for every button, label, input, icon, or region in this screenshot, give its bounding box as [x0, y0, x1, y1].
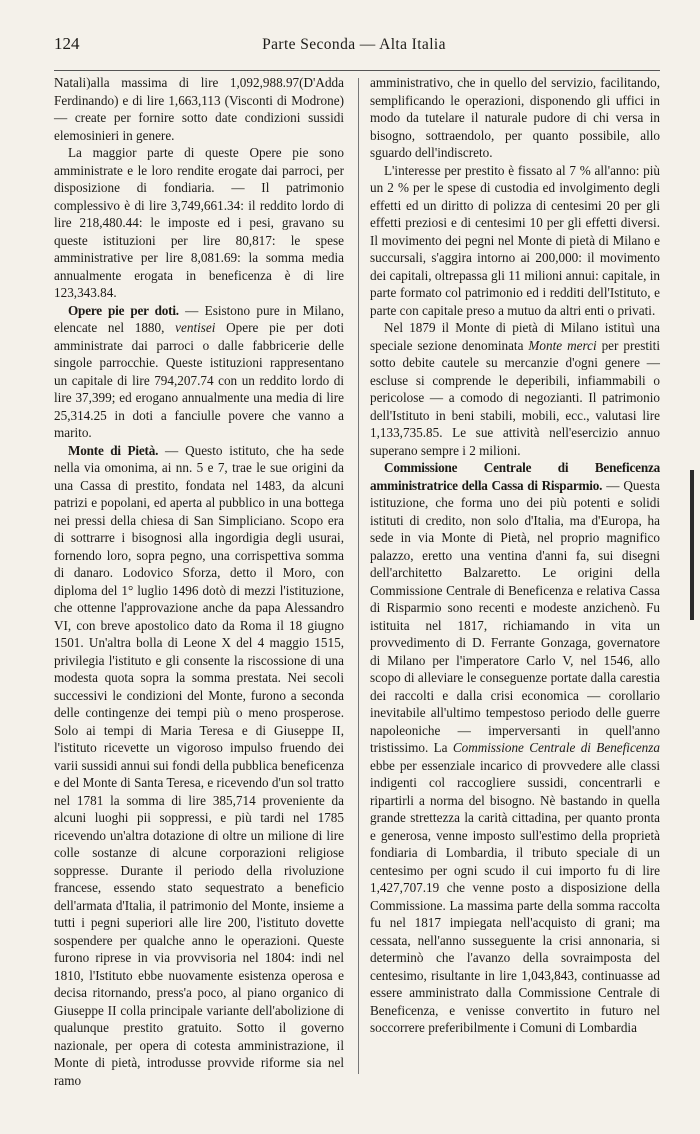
paragraph-text: — Questo istituto, che ha sede nella via omonima, ai nn. 5 e 7, trae le sue origini da una Cassa di prestito, fondata nel 1483, da alcuni patrizi e popolani, ed aperta al pubblico in una bottega nei pressi della chiesa di San Simpliciano. Scopo era di sottrarre i bisognosi alla ingordigia degli usurai, fornendo loro, sopra pegno, una corrispettiva somma di danaro. Lodovico Sforza, detto il Moro, con diploma del 1° luglio 1496 dotò di mezzi l'istituzione, che ottenne l'approvazione anche da papa Alessandro VI, con breve apostolico dato da Roma il 18 giugno 1501. Un'altra bolla di Leone X del 4 maggio 1515, privilegia l'istituto e gli consente la riscossione di una modesta quota sopra la somma prestata. Nei secoli successivi le condizioni del Monte, furono a seconda delle contingenze dei tempi più o meno prosperose. Solo ai tempi di Maria Teresa e di Giuseppe II, l'istituto ricevette un vigoroso impulso fruendo dei varii sussidi annui sui fondi della pubblica beneficenza e del Monte di Santa Teresa, e ricevendo d'un sol tratto nel 1781 la somma di lire 385,714 proveniente da alcuni luoghi pii soppressi, e più tardi nel 1785 ricevendo un'altra dotazione di oltre un milione di lire colle sostanze di alcune corporazioni religiose soppresse. Durante il periodo della rivoluzione francese, essendo stato sequestrato a beneficio dell'armata d'Italia, il patrimonio del Monte, insieme a tutti i pegni superiori alle lire 200, l'istituto dovette sospendere per qualche anno le operazioni. Queste furono riprese in via provvisoria nel 1804: indi nel 1810, l'Istituto ebbe nuovamente esistenza operosa e decisa ritornando, press'a poco, al piano organico di Giuseppe II colla principale variante dell'abolizione di qualunque prestito gratuito. Sotto il governo nazionale, per opera di cotesta amministrazione, il Monte di pietà, introdusse provvide riforme sia nel ramo: [54, 442, 344, 1088]
italic-text: ventisei: [175, 320, 216, 335]
paragraph: [370, 459, 660, 1037]
paragraph-text: — Esistono pure in Milano, elencate nel 1880,: [54, 302, 344, 335]
paragraph: [370, 162, 660, 320]
paragraph-text: L'interesse per prestito è fissato al 7 % all'anno: più un 2 % per le spese di custodia ed involgimento degli effetti ed un diritto di polizza di centesimi 20 per gli effetti preziosi e di centesimi 10 per gli effetti diversi. Il movimento dei pegni nel Monte di pietà di Milano e succursali, s'aggira intorno ai 200,000: il movimento dei capitali, oltrepassa gli 11 milioni annui: capitale, in parte formato col patrimonio ed i redditi dell'Istituto, e parte con capitale preso a mutuo da altri enti o privati.: [370, 162, 660, 318]
italic-text: Monte merci: [528, 337, 597, 353]
italic-text: Commissione Centrale di Beneficenza: [452, 740, 660, 755]
section-heading: Commissione Centrale di Beneficenza amministratrice della Cassa di Risparmio.: [370, 460, 660, 493]
paragraph-text: Opere pie per doti amministrate dai parroci o dalle fabbricerie delle singole parrocchie. Queste istituzioni rappresentano un capitale di lire 794,207.74 con un reddito lordo di lire 37,399; ed erogano annualmente una media di lire 25,314.25 in doti a fanciulle povere che vanno a marito.: [54, 320, 344, 440]
paragraph: amministrativo, che in quello del servizio, facilitando, semplificando le operazioni, disponendo gli uffici in modo da tutelare il naturale pudore di chi versa in bisogno, sottraendolo, per quanto possibile, allo sguardo dell'indiscreto.: [370, 75, 660, 160]
paragraph: [54, 144, 344, 302]
paragraph-text: — Questa istituzione, che forma uno dei più potenti e solidi istituti di credito, non solo d'Italia, ma d'Europa, ha sede in via Monte di Pietà, nel proprio magnifico palazzo, eretto una ventina d'anni fa, sui disegni dell'architetto Balzaretto. Le origini della Commissione Centrale di Beneficenza e relativa Cassa di Risparmio sono recenti e modeste anzichenò. Fu istituita nel 1817, richiamando in vita un provvedimento di D. Ferrante Gonzaga, governatore di Milano per l'imperatore Carlo V, nel 1546, allo scopo di alleviare le conseguenze portate dalla carestia dei raccolti e dalla crisi economica — corollario inevitabile all'ultimo tempestoso periodo delle guerre napoleoniche — imperversanti in quell'anno tristissimo. La: [370, 477, 660, 755]
paragraph-text: Nel 1879 il Monte di pietà di Milano istituì una speciale sezione denominata: [370, 320, 660, 353]
right-column: [370, 74, 660, 1037]
section-heading: Opere pie per doti.: [68, 302, 179, 318]
paragraph-text: ebbe per essenziale incarico di provvedere alle classi indigenti col raccogliere sussidi, concentrarli e ripartirli a norma del bisogno. Nè bastando in quella grande strettezza la carità cittadina, per quanto pronta e generosa, venne imposto sull'estimo della proprietà fondiaria di Lombardia, il tributo speciale di un centesimo per ogni scudo il cui importo fu di lire 1,427,707.19 che venne posto a disposizione della Commissione. La massima parte della somma raccolta fu nel 1817 impiegata nell'acquisto di grani; ma cessata, nell'anno susseguente la crisi annonaria, si determinò che l'avanzo della sovraimposta del centesimo, risultante in lire 1,043,843, continuasse ad essere amministrato dalla Commissione Centrale di Beneficenza, e venisse convertito in futuro nel soccorrere preferibilmente i Comuni di Lombardia: [370, 757, 660, 1035]
section-heading: Monte di Pietà.: [68, 442, 159, 458]
left-column: [54, 74, 344, 1089]
paragraph: [54, 302, 344, 442]
paragraph-text: per prestiti sotto debite cautele su mercanzie d'ogni genere — escluse si comprende le deperibili, infiammabili o pericolose — a comodo di negozianti. Il patrimonio dell'Istituto in beni stabili, mobili, ecc., valutasi lire 1,133,735.85. Le sue attività nell'esercizio annuo superano sempre i 2 milioni.: [370, 337, 660, 458]
page-edge-mark: [690, 470, 694, 620]
page-header: [54, 34, 654, 58]
paragraph: [370, 319, 660, 459]
column-divider: [358, 78, 359, 1074]
paragraph-text: La maggior parte di queste Opere pie sono amministrate e le loro rendite erogate dai parroci, per disposizione di fondiaria. — Il patrimonio complessivo è di lire 3,749,661.34: il reddito lordo di lire 218,480.44: le imposte ed i pesi, gravano su queste istituzioni per lire 80,817: le spese amministrative per lire 8,081.69: la somma media annualmente erogata in beneficenza è di lire 123,343.84.: [54, 145, 344, 300]
header-rule: [54, 70, 660, 71]
running-title: Parte Seconda — Alta Italia: [262, 36, 446, 53]
page-number: 124: [54, 34, 80, 53]
paragraph: Natali)alla massima di lire 1,092,988.97(D'Adda Ferdinando) e di lire 1,663,113 (Visconti di Modrone) — create per fornire sotto date condizioni sussidi elemosinieri in genere.: [54, 75, 344, 143]
paragraph: [54, 442, 344, 1090]
